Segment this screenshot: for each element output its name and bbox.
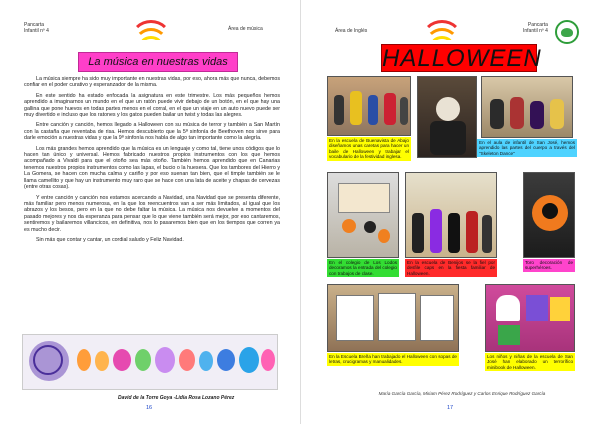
classroom-photo <box>481 76 573 138</box>
children-drawings-image <box>22 334 278 390</box>
halloween-worksheets-photo <box>327 284 459 352</box>
paragraph: Los más grandes hemos aprendido que la música es un lenguaje y como tal, tiene unos códigos que lo hacen tan único y universal. Hemos fabricado nuestros propios instrumentos con los que hemos acompañado a Vivaldi para que el otoño sea más otoño. También hemos aprendido que en Canarias tenemos nuestros propios instrumentos como las lapas, el bucio o la huesera. Que los tambores del Hierro y La Gomera, se hacen con mucha calma y cariño y por eso suenan tan bien, que el timple también se le llama camellito y que hay un instrumento muy raro que se hace con una lata de aceite y chapas de cervezas (entre otras cosas). <box>24 145 280 191</box>
authors-signature: David de la Torre Goya -Lidia Rosa Lozano Pérez <box>118 395 235 401</box>
photo-caption: En el aula de infantil de San José, hemos aprendido las partes del cuerpo a través del "Skeleton Dance" <box>479 140 575 156</box>
page-title: HALLOWEEN <box>382 45 542 72</box>
skeleton-dance-photo <box>417 76 477 158</box>
area-label: Área de música <box>228 26 263 32</box>
costume-party-photo <box>405 172 497 258</box>
photo-caption: En la Escuela Breña han trabajado el Halloween con sopas de letras, crucigramas y manualidades. <box>329 354 457 365</box>
school-logo <box>555 20 579 44</box>
paragraph: La música siempre ha sido muy importante en nuestras vidas, por eso, ahora más que nunca, debemos confiar en el poder curativo y esperanzador de la misma. <box>24 76 280 89</box>
area-label: Área de Inglés <box>335 28 368 34</box>
paragraph: Y entre canción y canción nos estamos acercando a Navidad, una Navidad que se presenta diferente, más familiar pero menos numerosa, en la que los reencuentros van a ser más limitados, al igual que los abrazos y los besos, pero en la que no debe faltar la música. La música nos devuelve a momentos del pasado mejores y nos da esperanza para pensar que lo que viene también será mejor, por eso cantaremos, sentiremos y bailaremos villancicos, en definitiva, nos lo pasaremos bien que en los tiempos que corren ya es mucho decir. <box>24 194 280 233</box>
article-body <box>24 76 280 247</box>
spider-craft-photo <box>523 172 575 258</box>
page-number: 17 <box>447 405 454 411</box>
photo-caption: Toro decoración de superhéroes. <box>525 260 573 271</box>
paragraph: Sin más que contar y cantar, un cordial saludo y Feliz Navidad. <box>36 236 184 243</box>
authors-credit: María García García, Miriam Pérez Rodríguez y Carlos Enrique Rodríguez García <box>378 391 546 396</box>
rainbow-logo <box>130 20 172 40</box>
photo-caption: En el colegio de Los Lodos decoramos la entrada del colegio con trabajos de clase. <box>329 260 397 276</box>
magazine-label: Pancarta Infantil nº 4 <box>523 22 548 34</box>
paragraph: En este sentido ha estado enfocada la asignatura en este trimestre. Los más pequeños hemos aprendido a imaginarnos un mundo en el que un ratón puede vivir debajo de un botón, en el que hay una gallina que pone huevos en todas partes menos en el corral, en el que un viaje en un auto nuevo puede ser muy divertido e incluso que los ratones y los gatos pueden bailar un twist y todas las alegres. <box>24 92 280 119</box>
photo-caption: Los niños y niñas de la escuela de San José han elaborado un terrorífico minibook de Halloween. <box>487 354 573 370</box>
decorated-entrance-photo <box>327 172 399 258</box>
page-number: 16 <box>146 405 153 411</box>
minibook-photo <box>485 284 575 352</box>
photo-caption: En la escuela de Buenavista de Abajo diseñamos unas caretas para hacer un baile de Halloween y trabajar el vocabulario de la festividad inglesa. <box>329 138 409 160</box>
rainbow-logo <box>421 20 463 40</box>
magazine-label: Pancarta Infantil nº 4 <box>24 22 49 34</box>
page-title: La música en nuestras vidas <box>78 52 238 72</box>
school-children-photo <box>327 76 411 136</box>
paragraph: Entre canción y canción, hemos llegado a Halloween con su música de terror y también a San Martín con la castaña que reventaba de risa. Hemos descubierto que la 5ª sinfonía de Beethoven nos sirve para darle emoción a nuestras vidas y que la 9ª sinfonía nos habla de algo tan importante como la alegría. <box>24 122 280 142</box>
photo-caption: En la escuela de Benijos se la fiel por desfile caps en la fiesta familiar de Halloween. <box>407 260 495 276</box>
right-page <box>300 0 600 424</box>
